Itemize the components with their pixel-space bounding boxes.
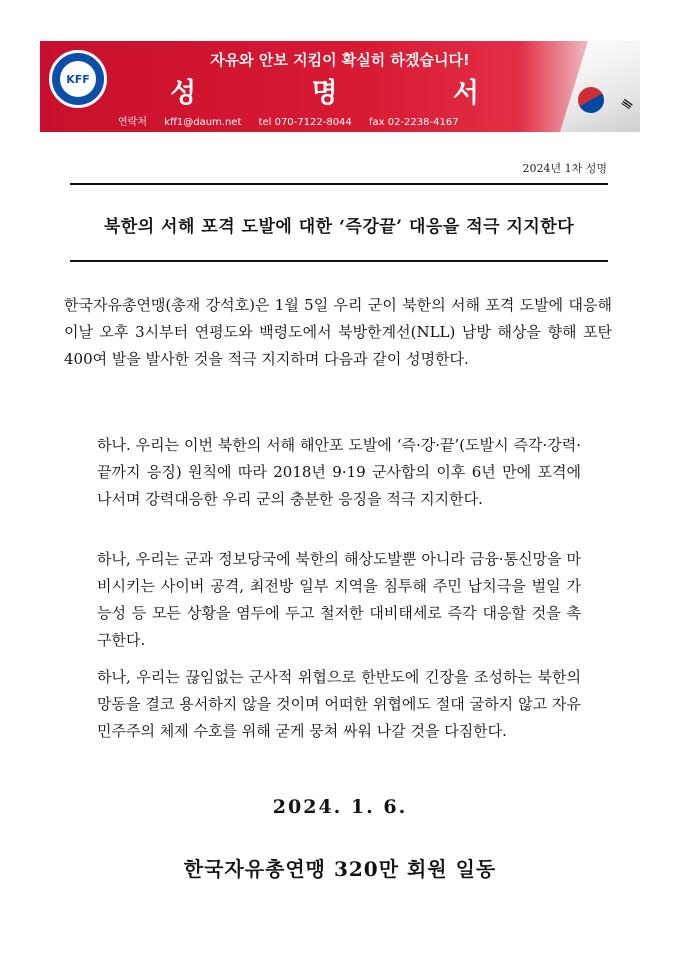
flag-trigram-icon xyxy=(621,99,633,110)
kff-logo-text: KFF xyxy=(60,61,96,97)
intro-paragraph: 한국자유총연맹(총재 강석호)은 1월 5일 우리 군이 북한의 서해 포격 도발에 대응해 이날 오후 3시부터 연평도와 백령도에서 북방한계선(NLL) 남방 해상을 향해 포탄 400여 발을 발사한 것을 적극 지지하며 다음과 같이 성명한다. xyxy=(64,296,612,368)
signature: 한국자유총연맹 320만 회원 일동 xyxy=(183,857,497,881)
doc-type-title xyxy=(170,71,480,110)
issue-number: 2024년 1차 성명 xyxy=(522,162,607,175)
contact-info xyxy=(118,113,473,128)
contact-email[interactable]: kff1@daum.net xyxy=(164,117,242,128)
header-banner xyxy=(40,41,640,132)
title-rule-bottom xyxy=(70,260,608,262)
resolution-3: 하나, 우리는 끊임없는 군사적 위협으로 한반도에 긴장을 조성하는 북한의 망동을 결코 용서하지 않을 것이며 어떠한 위협에도 절대 굴하지 않고 자유민주주의 체제 수호를 위해 굳게 뭉쳐 싸워 나갈 것을 다짐한다. xyxy=(97,668,581,740)
contact-fax: fax 02-2238-4167 xyxy=(368,117,459,128)
statement-date: 2024. 1. 6. xyxy=(272,796,408,818)
resolution-1: 하나. 우리는 이번 북한의 서해 해안포 도발에 ‘즉·강·끝’(도발시 즉각·강력·끝까지 응징) 원칙에 따라 2018년 9·19 군사합의 이후 6년 만에 포격에 나서며 강력대응한 우리 군의 충분한 응징을 적극 지지한다. xyxy=(97,436,581,508)
doc-type-char: 성 xyxy=(170,78,198,109)
doc-type-char: 서 xyxy=(452,78,480,109)
resolution-2: 하나, 우리는 군과 정보당국에 북한의 해상도발뿐 아니라 금융·통신망을 마비시키는 사이버 공격, 최전방 일부 지역을 침투해 주민 납치극을 벌일 가능성 등 모든 상황을 염두에 두고 철저한 대비태세로 즉각 대응할 것을 촉구한다. xyxy=(97,550,581,649)
statement-title: 북한의 서해 포격 도발에 대한 ‘즉강끝’ 대응을 적극 지지한다 xyxy=(103,217,575,237)
doc-type-char: 명 xyxy=(311,78,339,109)
contact-tel: tel 070-7122-8044 xyxy=(258,117,352,128)
contact-label: 연락처 xyxy=(118,117,147,128)
title-rule-top xyxy=(70,183,608,185)
slogan: 자유와 안보 지킴이 확실히 하겠습니다! xyxy=(210,51,470,69)
taegeuk-flag-icon xyxy=(573,82,609,118)
